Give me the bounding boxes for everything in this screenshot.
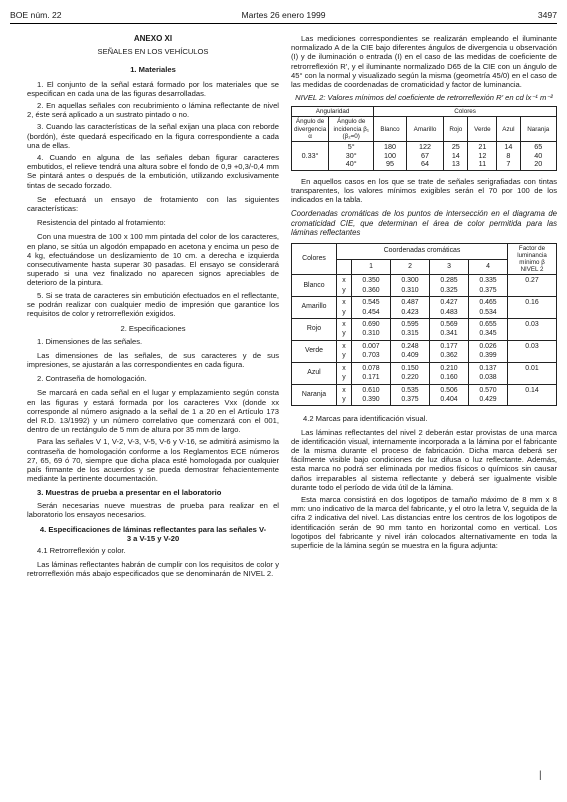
coord-y: 0.404: [440, 395, 458, 403]
chromaticity-table: [291, 243, 557, 407]
table-header: Colores: [374, 107, 557, 117]
coord-y: 0.375: [401, 395, 419, 403]
table-value: 12: [478, 150, 487, 160]
table-cell: [469, 275, 508, 297]
table-value: 95: [386, 159, 395, 169]
header-journal: BOE núm. 22: [10, 10, 62, 20]
coord-y: 0.423: [401, 308, 419, 316]
axis-x-label: x: [342, 277, 346, 285]
table-cell: [352, 340, 391, 362]
luminance-factor: 0.14: [525, 386, 539, 394]
paragraph: Se efectuará un ensayo de frotamiento con las siguientes características:: [27, 194, 279, 214]
table-cell: [508, 297, 557, 319]
coord-y: 0.315: [401, 330, 419, 338]
chromaticity-table-body: [292, 275, 557, 406]
table-cell: [497, 142, 520, 171]
table-cell: [469, 297, 508, 319]
coord-x: 0.569: [440, 321, 458, 329]
paragraph: Las mediciones correspondientes se realizarán empleando el iluminante normalizado A de la CIE bajo diferentes ángulos de divergencia u observación (I) y de iluminación o entrada (I) en el caso de las medidas de coeficiente de retrorreflexión R', y el iluminante normalizado D65 de la CIE con un ángulo de 45° con la normal y visualizado según la misma (geometría 45/0) en el caso de las medidas de coordenadas de cromaticidad y factor de luminancia.: [291, 34, 557, 90]
annex-subtitle: SEÑALES EN LOS VEHÍCULOS: [97, 47, 209, 57]
section-1-title: 1. Materiales: [130, 65, 176, 75]
table-value: 13: [451, 159, 460, 169]
table-header: Amarillo: [406, 117, 443, 142]
coord-x: 0.545: [362, 299, 380, 307]
table-cell: [508, 275, 557, 297]
paragraph: Resistencia del pintado al frotamiento:: [37, 218, 166, 228]
paragraph: Las láminas reflectantes habrán de cumplir con los requisitos de color y retrorreflexión más abajo especificados que se denominarán de NIVEL 2.: [27, 559, 279, 578]
table-value: 25: [451, 142, 460, 152]
retroreflection-table: [291, 106, 557, 171]
table-header: Rojo: [444, 117, 468, 142]
section-3-title: 3. Muestras de prueba a presentar en el laboratorio: [37, 488, 222, 498]
paragraph: Para las señales V 1, V-2, V-3, V-5, V-6 y V-16, se admitirá asimismo la contraseña de homologación conforme a los Reglamentos ECE números 27, 65, 69 ó 70, siempre que dicha placa esté homologada por cualquier país firmante de los acuerdos y se pueda demostrar fehacientemente mediante la pertinente documentación.: [27, 437, 279, 484]
table-row: [292, 384, 557, 406]
coord-y: 0.325: [440, 286, 458, 294]
coord-x: 0.335: [479, 277, 497, 285]
color-name: Naranja: [301, 390, 327, 398]
table-cell: 0.33°: [292, 142, 329, 171]
coord-x: 0.506: [440, 386, 458, 394]
table-cell: [292, 275, 337, 297]
table-cell: [391, 297, 430, 319]
color-name: Azul: [307, 368, 321, 376]
paragraph: 4. Cuando en alguna de las señales deban figurar caracteres embutidos, el relieve tendrá una altura sobre el fondo de 0,9 +0,3/-0,4 mm Se pintará antes o después de la embutición, utilizando exclusivamente tintas de secado forzado.: [27, 153, 279, 190]
table-value: 65: [534, 142, 543, 152]
coord-y: 0.409: [401, 352, 419, 360]
subsection-title: 4.2 Marcas para identificación visual.: [303, 414, 428, 424]
coord-y: 0.220: [401, 374, 419, 382]
table-value: 11: [478, 159, 487, 169]
table-value: 14: [451, 150, 460, 160]
table2-caption: Coordenadas cromáticas de los puntos de intersección en el diagrama de cromaticidad CIE, que determinan el área de color permitida para las láminas reflectantes: [291, 209, 557, 238]
table-value: 7: [506, 159, 511, 169]
table-cell: [337, 362, 352, 384]
table-cell: [391, 319, 430, 341]
table-cell: [430, 384, 469, 406]
table-header: Ángulo de divergencia α: [292, 117, 329, 142]
axis-y-label: y: [342, 352, 346, 360]
table-cell: [292, 384, 337, 406]
table-cell: [337, 297, 352, 319]
table-cell: [391, 362, 430, 384]
table-cell: [337, 384, 352, 406]
table-header: Naranja: [520, 117, 556, 142]
axis-y-label: y: [342, 286, 346, 294]
table-value: 100: [384, 150, 397, 160]
coord-x: 0.248: [401, 342, 419, 350]
annex-title: ANEXO XI: [133, 34, 173, 43]
paragraph: 3. Cuando las características de la señal exijan una placa con reborde (bordón), éste quedará especificado en la figura correspondiente a cada una de ellas.: [27, 122, 279, 150]
table-value: 21: [478, 142, 487, 152]
table-cell: [469, 340, 508, 362]
table-cell: [469, 362, 508, 384]
table-header: Coordenadas cromáticas: [337, 243, 508, 259]
table-cell: [430, 362, 469, 384]
table-header: 3: [430, 259, 469, 275]
coord-x: 0.610: [362, 386, 380, 394]
axis-y-label: y: [342, 374, 346, 382]
table-cell: [468, 142, 497, 171]
table-cell: [337, 340, 352, 362]
table-row: [292, 275, 557, 297]
luminance-factor: 0.01: [525, 364, 539, 372]
table-header: 1: [352, 259, 391, 275]
page-header: [10, 10, 557, 22]
color-name: Rojo: [306, 325, 322, 333]
table-cell: [520, 142, 556, 171]
color-name: Verde: [304, 347, 323, 354]
axis-x-label: x: [342, 364, 346, 372]
coord-y: 0.534: [479, 308, 497, 316]
table-cell: [469, 319, 508, 341]
luminance-factor: 0.03: [525, 321, 539, 329]
table-cell: [430, 319, 469, 341]
coord-x: 0.350: [362, 277, 380, 285]
header-rule: [10, 23, 557, 24]
table-cell: [406, 142, 443, 171]
paragraph: Esta marca consistirá en dos logotipos de tamaño máximo de 8 mm x 8 mm: uno indicativo de la marca del fabricante, y el otro la letra V, seguida de la cifra 2 indicativa del nivel. Las distancias entre los centros de los logotipos de identificación serán de 90 mm tanto en horizontal como en vertical. Los logotipos del fabricante y nivel irán colocados alternativamente en toda la superficie de la lámina según se muestra en la figura adjunta:: [291, 494, 557, 550]
table-row: [292, 297, 557, 319]
paragraph: En aquellos casos en los que se trate de señales serigrafiadas con tintas transparentes, los valores mínimos exigibles serán el 70 por 100 de los indicados en la tabla.: [291, 176, 557, 205]
coord-y: 0.390: [362, 395, 380, 403]
table-value: 180: [384, 142, 397, 152]
table-row: [292, 340, 557, 362]
subsection-title: 2. Contraseña de homologación.: [37, 374, 147, 384]
table-cell: [292, 340, 337, 362]
coord-y: 0.310: [401, 286, 419, 294]
coord-y: 0.038: [479, 374, 497, 382]
table-header-xy: [337, 259, 352, 275]
coord-y: 0.362: [440, 352, 458, 360]
paragraph: Serán necesarias nueve muestras de prueba para realizar en el laboratorio los ensayos necesarios.: [27, 500, 279, 519]
coord-x: 0.487: [401, 299, 419, 307]
paragraph: 2. En aquellas señales con recubrimiento o lámina reflectante de nivel 2, éste será aplicado a un sustrato pintado o no.: [27, 101, 279, 120]
table-cell: [508, 384, 557, 406]
coord-y: 0.703: [362, 352, 380, 360]
table-cell: [508, 340, 557, 362]
table-header: Verde: [468, 117, 497, 142]
table1-caption: NIVEL 2: Valores mínimos del coeficiente de retrorreflexión R' en cd lx⁻¹ m⁻²: [295, 93, 553, 103]
table-value: 8: [506, 150, 511, 160]
table-cell: [508, 319, 557, 341]
table-cell-line: 40°: [345, 159, 357, 169]
coord-x: 0.026: [479, 342, 497, 350]
table-value: 67: [421, 150, 430, 160]
table-value: 122: [419, 142, 432, 152]
paragraph: Las láminas reflectantes del nivel 2 deberán estar provistas de una marca de identificación visual, internamente incorporada a la lámina por el fabricante de la misma durante el proceso de fabricación. Dicha marca deberá ser fácilmente visible bajo condiciones de luz difusa o luz reflectante. Además, esta marca no podrá ser eliminada por medios físicos o químicos sin causar daños irreparables al sistema reflectante y deberá ser igualmente visible durante todo el período de vida útil de la lámina.: [291, 427, 557, 492]
coord-x: 0.427: [440, 299, 458, 307]
table-cell: [292, 297, 337, 319]
coord-y: 0.399: [479, 352, 497, 360]
table-value: 14: [504, 142, 513, 152]
figure-mark: |: [539, 770, 542, 781]
axis-y-label: y: [342, 395, 346, 403]
luminance-factor: 0.03: [525, 342, 539, 350]
table-cell: [430, 297, 469, 319]
table-cell: [292, 319, 337, 341]
axis-y-label: y: [342, 330, 346, 338]
coord-x: 0.177: [440, 342, 458, 350]
color-name: Blanco: [303, 281, 325, 289]
axis-x-label: x: [342, 342, 346, 350]
header-page-number: 3497: [537, 10, 557, 20]
luminance-factor: 0.16: [525, 299, 539, 307]
table-header: 2: [391, 259, 430, 275]
table-cell: [391, 340, 430, 362]
table-value: 64: [421, 159, 430, 169]
table-cell: [329, 142, 374, 171]
axis-x-label: x: [342, 299, 346, 307]
table-cell-line: 30°: [345, 150, 357, 160]
table-row: [292, 362, 557, 384]
coord-y: 0.341: [440, 330, 458, 338]
coord-x: 0.655: [479, 321, 497, 329]
table-cell: [337, 275, 352, 297]
paragraph: Las dimensiones de las señales, de sus caracteres y de sus impresiones, se ajustarán a las correspondientes en cada figura.: [27, 350, 279, 369]
subsection-title: 1. Dimensiones de las señales.: [37, 337, 143, 347]
table-cell: [352, 297, 391, 319]
coord-x: 0.570: [479, 386, 497, 394]
coord-y: 0.345: [479, 330, 497, 338]
table-cell: [352, 275, 391, 297]
subsection-title: 4.1 Retrorreflexión y color.: [37, 546, 126, 556]
table-cell: [337, 319, 352, 341]
coord-y: 0.360: [362, 286, 380, 294]
coord-y: 0.375: [479, 286, 497, 294]
table-cell: [391, 275, 430, 297]
paragraph: Se marcará en cada señal en el lugar y emplazamiento según consta en las figuras y estará formada por los caracteres Vxx (donde xx corresponde al número asignado a la señal de 1 a 20 en el Artículo 173 del R.D. 13/1992) y un número correlativo que comenzará con el 001, dentro de un rectángulo de 5 mm de altura por 35 mm de largo.: [27, 388, 279, 435]
coord-x: 0.137: [479, 364, 497, 372]
coord-x: 0.078: [362, 364, 380, 372]
left-column: [27, 34, 279, 581]
coord-y: 0.483: [440, 308, 458, 316]
table-cell-line: 5°: [347, 142, 355, 152]
table-value: 40: [534, 150, 543, 160]
section-2-title: 2. Especificaciones: [120, 324, 186, 334]
table-header: Ángulo de incidencia β₁ (β₂=0): [329, 117, 374, 142]
table-cell: [292, 362, 337, 384]
coord-x: 0.465: [479, 299, 497, 307]
coord-x: 0.210: [440, 364, 458, 372]
axis-y-label: y: [342, 308, 346, 316]
coord-x: 0.007: [362, 342, 380, 350]
coord-y: 0.160: [440, 374, 458, 382]
coord-y: 0.454: [362, 308, 380, 316]
coord-y: 0.429: [479, 395, 497, 403]
paragraph: Con una muestra de 100 x 100 mm pintada del color de los caracteres, en plano, se sitúa un algodón empapado en acetona y encima un peso de 4 kg, efectuándose un deslizamiento de 10 cm. a derecha e izquierda consecutivamente hasta superar 30 pasadas. El ensayo se considerará superado si una vez finalizado no aparecen signos apreciables de deterioro de la pintura.: [27, 232, 279, 288]
table-header: Angularidad: [292, 107, 374, 117]
table-header: 4: [469, 259, 508, 275]
coord-x: 0.690: [362, 321, 380, 329]
coord-x: 0.595: [401, 321, 419, 329]
table-cell: [430, 275, 469, 297]
coord-x: 0.285: [440, 277, 458, 285]
table-cell: [430, 340, 469, 362]
axis-x-label: x: [342, 321, 346, 329]
section-4-title: 4. Especificaciones de láminas reflectantes para las señales V-3 a V-15 y V-20: [39, 524, 267, 544]
table-value: 20: [534, 159, 543, 169]
paragraph: 1. El conjunto de la señal estará formado por los materiales que se especifican en cada una de las figuras desarrolladas.: [27, 79, 279, 98]
table-row: [292, 319, 557, 341]
table-cell: [352, 319, 391, 341]
table-cell: [352, 384, 391, 406]
right-column: [291, 34, 557, 553]
luminance-factor: 0.27: [525, 277, 539, 285]
coord-y: 0.171: [362, 374, 380, 382]
table-header: Azul: [497, 117, 520, 142]
table-cell: [469, 384, 508, 406]
axis-x-label: x: [342, 386, 346, 394]
header-date: Martes 26 enero 1999: [241, 10, 326, 20]
coord-x: 0.300: [401, 277, 419, 285]
table-header: Factor de luminancia mínimo β NIVEL 2: [508, 243, 557, 275]
table-cell: [391, 384, 430, 406]
table-cell: [508, 362, 557, 384]
coord-y: 0.310: [362, 330, 380, 338]
coord-x: 0.535: [401, 386, 419, 394]
color-name: Amarillo: [301, 303, 327, 311]
table-header: Colores: [292, 243, 337, 275]
paragraph: 5. Si se trata de caracteres sin embutición efectuados en el reflectante, se podrán realizar con cualquier medio de impresión que garantice los requisitos de color y retrorreflexión exigidos.: [27, 290, 279, 319]
table-cell: [352, 362, 391, 384]
coord-x: 0.150: [401, 364, 419, 372]
table-cell: [374, 142, 407, 171]
table-cell: [444, 142, 468, 171]
table-header: Blanco: [374, 117, 407, 142]
